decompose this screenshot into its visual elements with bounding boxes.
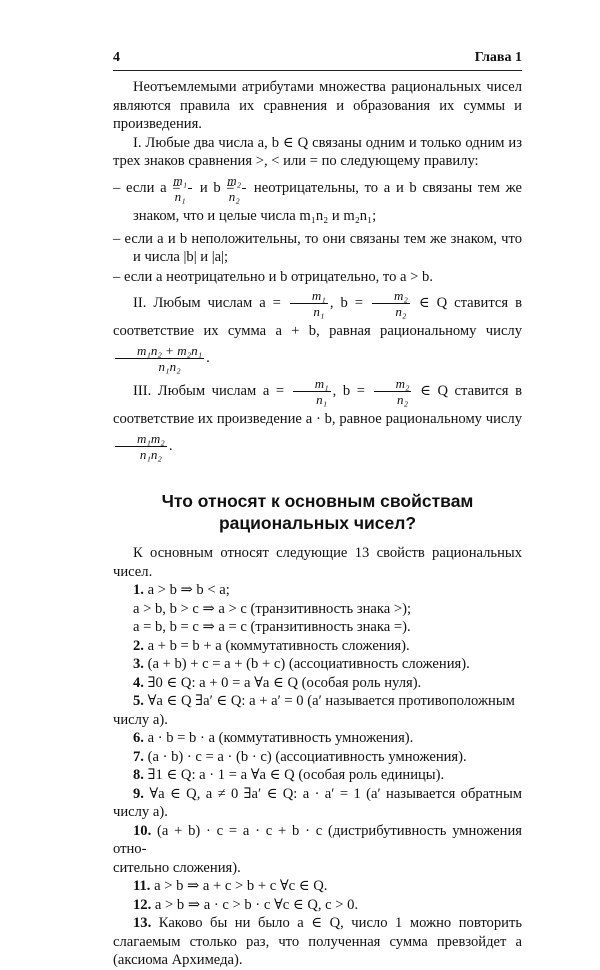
property-text: a > b ⇒ a · c > b · c ∀c ∈ Q, c > 0. [151,896,359,913]
property-text: (a + b) · c = a · c + b · c (дистрибутивность умножения отно- [113,822,522,857]
property-number: 9. [133,785,144,802]
properties-intro: К основным относят следующие 13 свойств рациональных чисел. [113,545,522,580]
property-item [113,674,522,693]
rule-1-bullet-2: – если a и b неположительны, то они связаны тем же знаком, что и числа |b| и |a|; [113,230,522,265]
property-text: Каково бы ни было a ∈ Q, число 1 можно повторить слагаемым столько раз, что полученная сумма превзойдет a (аксиома Архимеда). [113,915,522,968]
property-text: a > b, b > c ⇒ a > c (транзитивность знака >); [133,600,412,617]
intro-paragraph: Неотъемлемыми атрибутами множества рациональных чисел являются правила их сравнения и образования их суммы и произведения. [113,79,522,132]
property-number: 1. [133,582,144,598]
bullet-1-mid: и b = [199,179,235,196]
property-text: ∃1 ∈ Q: a · 1 = a ∀a ∈ Q (особая роль единицы). [143,767,445,783]
property-number: 12. [133,896,152,913]
rule-2-end: . [206,349,210,366]
property-number: 8. [133,767,144,783]
rule-2-lead: II. Любым числам a = [133,294,281,311]
properties-list [113,581,522,970]
property-text: (a · b) · c = a · (b · c) (ассоциативность умножения). [143,748,467,765]
fraction-m2-n2: $\frac{\text{m₂}}{\text{n₂}}$ [374,376,412,407]
property-item [113,711,522,730]
section-heading-line-2: рациональных чисел? [218,513,417,533]
rule-2-paragraph [113,288,522,374]
property-item [113,655,522,674]
property-number: 10. [133,822,152,839]
property-number: 11. [133,878,151,894]
bullet-1-lead: – если a = [113,179,181,196]
property-text: a = b, b = c ⇒ a = c (транзитивность знака =). [133,619,411,635]
property-text: a · b = b · a (коммутативность умножения). [143,730,414,746]
property-number: 4. [133,674,144,691]
rule-2-mid: , b = [329,294,363,311]
fraction-m2-n2: $\frac{\text{m₂}}{\text{n₂}}$ [372,288,410,319]
property-number: 2. [133,637,144,654]
rule-3-mid: , b = [332,382,365,399]
property-item [113,914,522,970]
property-number: 6. [133,730,144,746]
property-number: 5. [133,693,144,709]
property-item [113,637,522,656]
property-item [113,785,522,822]
page-number: 4 [113,50,120,65]
property-item [113,822,522,859]
fraction-m1-n1: $\frac{\text{m₁}}{\text{n₁}}$ [188,173,192,204]
property-item [113,692,522,711]
header-rule [113,70,522,71]
property-number: 7. [133,748,144,765]
fraction-m1-n1: $\frac{\text{m₁}}{\text{n₁}}$ [290,288,328,319]
rule-1-bullet-1 [113,173,522,228]
rule-1-bullet-3: – если a неотрицательно и b отрицательно, то a > b. [113,268,434,285]
chapter-title: Глава 1 [474,50,522,65]
rule-3-paragraph [113,376,522,462]
property-text: a > b ⇒ b < a; [143,582,230,598]
fraction-m1-n1: $\frac{\text{m₁}}{\text{n₁}}$ [293,376,331,407]
fraction-m2-n2: $\frac{\text{m₂}}{\text{n₂}}$ [242,173,246,204]
property-item [113,877,522,896]
property-number: 13. [133,915,152,931]
property-text: ∃0 ∈ Q: a + 0 = a ∀a ∈ Q (особая роль нуля). [143,674,422,691]
property-item [113,729,522,748]
property-text: ∀a ∈ Q ∃a′ ∈ Q: a + a′ = 0 (a′ называется противоположным [143,693,515,709]
rule-3-end: . [168,437,173,454]
property-text: a + b = b + a (коммутативность сложения). [143,637,410,654]
property-item [113,581,522,600]
property-text: ∀a ∈ Q, a ≠ 0 ∃a′ ∈ Q: a · a′ = 1 (a′ называется обратным числу a). [113,785,522,820]
property-text: (a + b) + c = a + (b + c) (ассоциативность сложения). [143,656,470,672]
section-heading-line-1: Что относят к основным свойствам [161,491,474,511]
property-text: a > b ⇒ a + c > b + c ∀c ∈ Q. [150,878,328,894]
rule-1-heading: I. Любые два числа a, b ∈ Q связаны одним и только одним из трех знаков сравнения >, < или = по следующему правилу: [113,134,522,169]
page-body [113,78,522,970]
section-heading [113,490,522,534]
property-text: сительно сложения). [113,859,241,876]
property-number: 3. [133,656,144,672]
rule-2-text: ∈ Q ставится в соответствие их сумма a + b, равная рациональному числу [113,294,522,339]
rule-3-text: ∈ Q ставится в соответствие их произведение a · b, равное рациональному числу [113,382,522,427]
running-header [113,50,522,66]
bullet-1-tail: неотрицательны, то a и b связаны тем же знаком, что и целые числа m₁n₂ и m₂n₁; [133,179,522,224]
property-text: числу a). [113,711,168,728]
property-item [113,600,522,619]
fraction-sum: $\frac{\text{m₁n₂ + m₂n₁}}{\text{n₁n₂}}$ [115,343,204,374]
fraction-product: $\frac{\text{m₁m₂}}{\text{n₁n₂}}$ [115,431,167,462]
property-item [113,618,522,637]
rule-3-lead: III. Любым числам a = [133,382,285,399]
property-item [113,748,522,767]
property-item [113,766,522,785]
property-item [113,896,522,915]
property-item [113,859,522,878]
